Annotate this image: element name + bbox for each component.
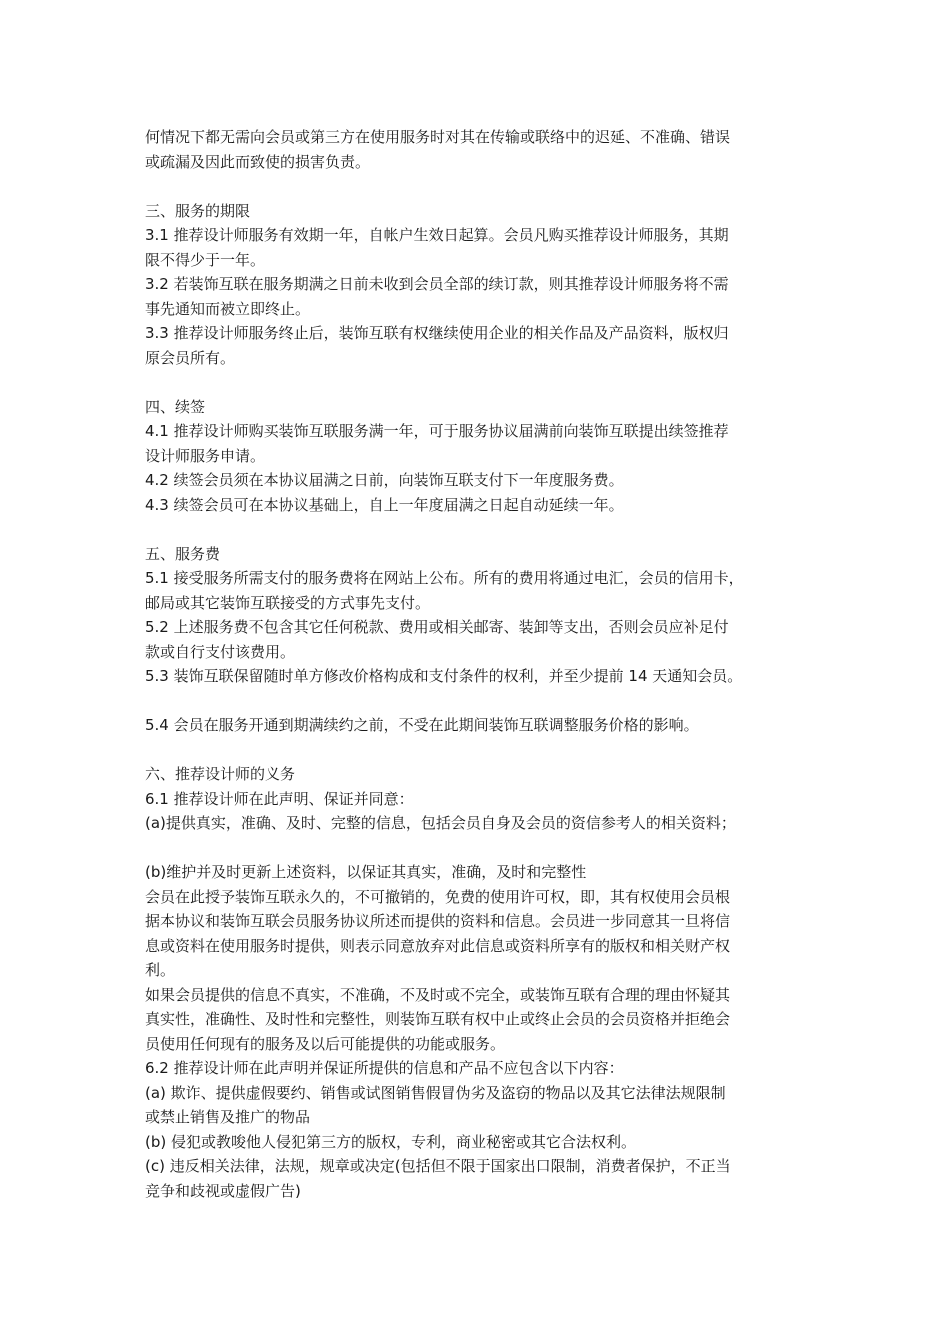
blank-line xyxy=(145,370,825,395)
text-line: 邮局或其它装饰互联接受的方式事先支付。 xyxy=(145,593,431,612)
text-line: (b) 侵犯或教唆他人侵犯第三方的版权，专利，商业秘密或其它合法权利。 xyxy=(145,1132,636,1151)
text-line: 款或自行支付该费用。 xyxy=(145,642,296,661)
text-line: 会员在此授予装饰互联永久的，不可撤销的，免费的使用许可权，即，其有权使用会员根 xyxy=(145,887,731,906)
text-line: 或疏漏及因此而致使的损害负责。 xyxy=(145,152,371,171)
text-line: 5.3 装饰互联保留随时单方修改价格构成和支付条件的权利，并至少提前 14 天通知会员。 xyxy=(145,667,743,685)
text-line: 原会员所有。 xyxy=(145,348,236,367)
section-heading-6: 六、推荐设计师的义务 xyxy=(145,765,296,783)
text-line: 3.2 若装饰互联在服务期满之日前未收到会员全部的续订款，则其推荐设计师服务将不需 xyxy=(145,275,729,293)
blank-line xyxy=(145,174,825,199)
text-line: 竞争和歧视或虚假广告) xyxy=(145,1181,301,1200)
text-line: 3.1 推荐设计师服务有效期一年，自帐户生效日起算。会员凡购买推荐设计师服务，其期 xyxy=(145,226,729,244)
blank-line xyxy=(145,836,825,861)
text-line: 6.2 推荐设计师在此声明并保证所提供的信息和产品不应包含以下内容： xyxy=(145,1059,624,1077)
text-line: 5.4 会员在服务开通到期满续约之前，不受在此期间装饰互联调整服务价格的影响。 xyxy=(145,716,699,734)
text-line: 设计师服务申请。 xyxy=(145,446,266,465)
text-line: 如果会员提供的信息不真实，不准确，不及时或不完全，或装饰互联有合理的理由怀疑其 xyxy=(145,985,731,1004)
text-line: 员使用任何现有的服务及以后可能提供的功能或服务。 xyxy=(145,1034,506,1053)
text-line: 4.1 推荐设计师购买装饰互联服务满一年，可于服务协议届满前向装饰互联提出续签推荐 xyxy=(145,422,729,440)
text-line: 限不得少于一年。 xyxy=(145,250,266,269)
blank-line xyxy=(145,738,825,763)
blank-line xyxy=(145,517,825,542)
section-heading-5: 五、服务费 xyxy=(145,544,221,563)
text-line: 据本协议和装饰互联会员服务协议所述而提供的资料和信息。会员进一步同意其一旦将信 xyxy=(145,912,731,930)
text-line: 息或资料在使用服务时提供，则表示同意放弃对此信息或资料所享有的版权和相关财产权 xyxy=(145,936,731,955)
text-line: 3.3 推荐设计师服务终止后，装饰互联有权继续使用企业的相关作品及产品资料，版权归 xyxy=(145,324,729,342)
section-heading-3: 三、服务的期限 xyxy=(145,201,251,220)
text-line: (c) 违反相关法律，法规，规章或决定(包括但不限于国家出口限制，消费者保护，不正当 xyxy=(145,1157,731,1175)
section-heading-4: 四、续签 xyxy=(145,397,206,416)
text-line: (a)提供真实，准确、及时、完整的信息，包括会员自身及会员的资信参考人的相关资料； xyxy=(145,814,736,832)
text-line: 6.1 推荐设计师在此声明、保证并同意： xyxy=(145,789,414,808)
text-line: (a) 欺诈、提供虚假要约、销售或试图销售假冒伪劣及盗窃的物品以及其它法律法规限制 xyxy=(145,1083,726,1102)
text-line: (b)维护并及时更新上述资料，以保证其真实，准确，及时和完整性 xyxy=(145,863,587,881)
text-line: 事先通知而被立即终止。 xyxy=(145,299,311,318)
text-line: 5.2 上述服务费不包含其它任何税款、费用或相关邮寄、装卸等支出，否则会员应补足付 xyxy=(145,618,729,636)
document-body xyxy=(145,125,825,1203)
text-line: 或禁止销售及推广的物品 xyxy=(145,1108,311,1126)
text-line: 4.3 续签会员可在本协议基础上，自上一年度届满之日起自动延续一年。 xyxy=(145,495,624,514)
text-line: 利。 xyxy=(145,961,176,979)
text-line: 何情况下都无需向会员或第三方在使用服务时对其在传输或联络中的迟延、不准确、错误 xyxy=(145,128,731,146)
blank-line xyxy=(145,689,825,714)
text-line: 4.2 续签会员须在本协议届满之日前，向装饰互联支付下一年度服务费。 xyxy=(145,471,624,489)
text-line: 真实性，准确性、及时性和完整性，则装饰互联有权中止或终止会员的会员资格并拒绝会 xyxy=(145,1010,731,1028)
text-line: 5.1 接受服务所需支付的服务费将在网站上公布。所有的费用将通过电汇，会员的信用卡， xyxy=(145,569,744,587)
